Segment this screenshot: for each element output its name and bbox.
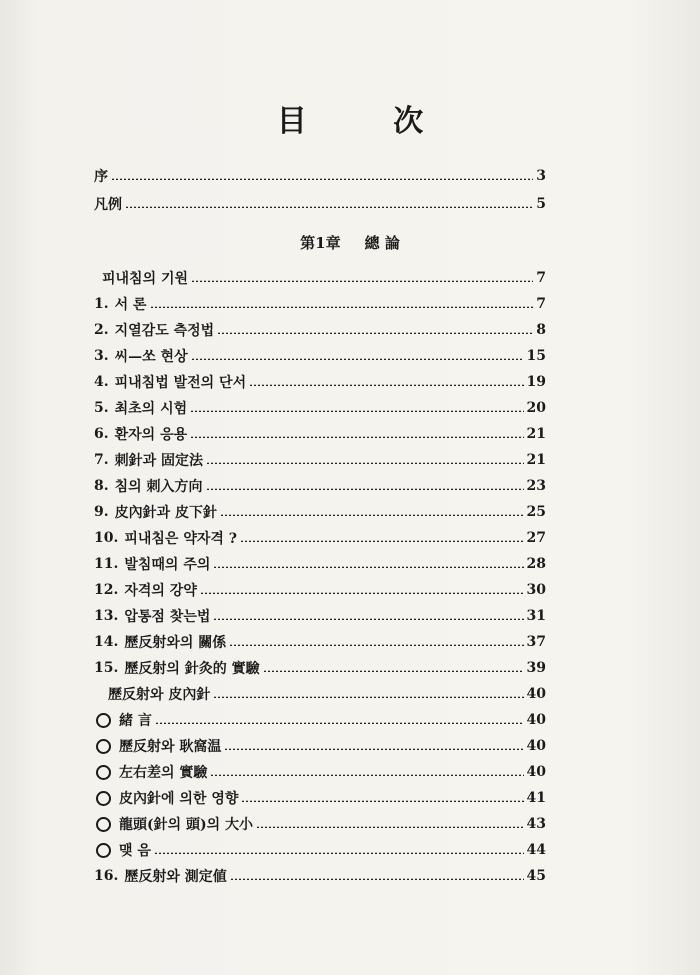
- toc-entry-label: 歷反射와의 關係: [124, 635, 227, 651]
- toc-entry-page: 19: [526, 374, 546, 390]
- toc-entry: [94, 603, 546, 629]
- toc-entry: [94, 265, 546, 291]
- toc-entry: [94, 421, 546, 447]
- toc-entry: [94, 369, 546, 395]
- toc-entry-label: 자격의 강약: [124, 583, 197, 599]
- chapter-number: 第1章: [300, 234, 341, 252]
- circle-bullet-icon: [96, 713, 111, 728]
- circle-bullet-icon: [96, 765, 111, 780]
- toc-entry: [94, 291, 546, 317]
- toc-entry-number: 15.: [94, 660, 119, 676]
- toc-entry-label: 맺 음: [119, 843, 151, 859]
- toc-entry-page: 23: [526, 478, 546, 494]
- toc-entry: [94, 343, 546, 369]
- toc-entry-page: 40: [526, 686, 546, 702]
- dot-leader: [241, 800, 523, 802]
- toc-entry-list: [94, 265, 546, 889]
- toc-entry: [94, 655, 546, 681]
- dot-leader: [213, 696, 523, 698]
- toc-entry-page: 39: [526, 660, 546, 676]
- toc-entry-page: 40: [526, 738, 546, 754]
- toc-entry-number: 4.: [94, 374, 109, 390]
- toc-entry-page: 21: [526, 426, 546, 442]
- toc-entry-label: 刺針과 固定法: [114, 453, 204, 469]
- toc-entry-number: 10.: [94, 530, 119, 546]
- dot-leader: [191, 358, 524, 360]
- toc-entry-number: 12.: [94, 582, 119, 598]
- toc-entry: [94, 811, 546, 837]
- toc-entry-number: 16.: [94, 868, 119, 884]
- toc-entry-label: 皮內針과 皮下針: [114, 505, 218, 521]
- toc-entry-label: 지열감도 측정법: [114, 323, 215, 339]
- toc-entry-number: 1.: [94, 296, 109, 312]
- toc-title: 目 次: [276, 104, 462, 139]
- toc-entry-label: 최초의 시험: [114, 401, 188, 417]
- toc-entry-page: 30: [526, 582, 546, 598]
- toc-entry: [94, 551, 546, 577]
- toc-entry-number: 13.: [94, 608, 119, 624]
- toc-entry-page: 5: [536, 196, 546, 212]
- dot-leader: [155, 722, 524, 724]
- toc-entry-number: 6.: [94, 426, 109, 442]
- circle-bullet-icon: [96, 791, 111, 806]
- toc-entry-number: 9.: [94, 504, 109, 520]
- dot-leader: [224, 748, 523, 750]
- dot-leader: [125, 206, 533, 208]
- toc-entry-number: 5.: [94, 400, 109, 416]
- circle-bullet-icon: [96, 843, 111, 858]
- front-matter-list: [94, 162, 546, 218]
- toc-entry-label: 緒 言: [119, 713, 152, 729]
- toc-entry-number: 2.: [94, 322, 109, 338]
- dot-leader: [217, 332, 533, 334]
- toc-entry: [94, 317, 546, 343]
- dot-leader: [263, 670, 524, 672]
- toc-entry-page: 40: [526, 764, 546, 780]
- toc-entry-page: 7: [536, 270, 546, 286]
- toc-entry-number: 11.: [94, 556, 119, 572]
- toc-entry-page: 40: [526, 712, 546, 728]
- toc-entry-page: 41: [526, 790, 546, 806]
- toc-entry-page: 44: [526, 842, 546, 858]
- toc-entry-label: 皮內針에 의한 영향: [119, 791, 239, 807]
- toc-entry-label: 龍頭(針의 頭)의 大小: [119, 817, 254, 833]
- toc-entry-page: 8: [536, 322, 546, 338]
- toc-entry-page: 43: [526, 816, 546, 832]
- toc-entry: [94, 577, 546, 603]
- toc-entry-number: 3.: [94, 348, 109, 364]
- dot-leader: [154, 852, 524, 854]
- toc-entry-page: 27: [526, 530, 546, 546]
- toc-entry-label: 서 론: [114, 297, 147, 313]
- toc-entry-label: 침의 刺入方向: [114, 479, 203, 495]
- toc-entry-label: 歷反射와 測定値: [124, 869, 227, 885]
- toc-entry-label: 凡例: [94, 197, 122, 213]
- toc-entry: [94, 707, 546, 733]
- dot-leader: [210, 774, 523, 776]
- dot-leader: [249, 384, 523, 386]
- toc-entry-page: 45: [526, 868, 546, 884]
- toc-entry-page: 25: [526, 504, 546, 520]
- toc-entry-label: 피내침법 발전의 단서: [114, 375, 247, 391]
- toc-entry: [94, 837, 546, 863]
- toc-entry-label: 左右差의 實驗: [119, 765, 208, 781]
- toc-entry-page: 31: [526, 608, 546, 624]
- toc-entry-label: 환자의 응용: [114, 427, 188, 443]
- toc-entry-page: 21: [526, 452, 546, 468]
- toc-entry-page: 28: [526, 556, 546, 572]
- toc-entry: [94, 473, 546, 499]
- toc-entry-label: 압통점 찾는법: [124, 609, 211, 625]
- toc-entry: [94, 447, 546, 473]
- toc-entry-number: 8.: [94, 478, 109, 494]
- toc-entry-label: 歷反射와 皮內針: [108, 687, 211, 703]
- toc-entry: [94, 525, 546, 551]
- circle-bullet-icon: [96, 739, 111, 754]
- dot-leader: [213, 618, 523, 620]
- chapter-heading: [0, 232, 700, 253]
- toc-entry: [94, 785, 546, 811]
- toc-entry: [94, 190, 546, 218]
- dot-leader: [229, 644, 523, 646]
- dot-leader: [150, 306, 533, 308]
- toc-entry: [94, 162, 546, 190]
- dot-leader: [230, 878, 524, 880]
- toc-entry-page: 7: [536, 296, 546, 312]
- dot-leader: [220, 514, 523, 516]
- toc-entry-label: 피내침의 기원: [102, 271, 189, 287]
- dot-leader: [111, 178, 533, 180]
- dot-leader: [256, 826, 523, 828]
- dot-leader: [206, 488, 524, 490]
- toc-entry-page: 20: [526, 400, 546, 416]
- dot-leader: [190, 410, 523, 412]
- toc-entry: [94, 759, 546, 785]
- toc-entry: [94, 681, 546, 707]
- toc-entry: [94, 733, 546, 759]
- toc-entry: [94, 499, 546, 525]
- toc-entry-label: 씨—쏘 현상: [114, 349, 188, 365]
- toc-entry-label: 피내침은 약자격 ?: [124, 531, 237, 547]
- dot-leader: [200, 592, 524, 594]
- toc-entry: [94, 863, 546, 889]
- dot-leader: [240, 540, 524, 542]
- toc-entry-label: 序: [94, 169, 108, 185]
- toc-entry-page: 15: [526, 348, 546, 364]
- dot-leader: [206, 462, 523, 464]
- toc-entry-label: 歷反射의 針灸的 實驗: [124, 661, 260, 677]
- dot-leader: [213, 566, 523, 568]
- toc-entry-label: 歷反射와 耿窩温: [119, 739, 222, 755]
- toc-entry-page: 3: [536, 168, 546, 184]
- toc-entry: [94, 395, 546, 421]
- toc-entry-page: 37: [526, 634, 546, 650]
- circle-bullet-icon: [96, 817, 111, 832]
- dot-leader: [191, 280, 533, 282]
- toc-entry-label: 발침때의 주의: [124, 557, 211, 573]
- chapter-name: 總 論: [364, 234, 400, 252]
- toc-entry: [94, 629, 546, 655]
- toc-entry-number: 14.: [94, 634, 119, 650]
- dot-leader: [190, 436, 523, 438]
- toc-entry-number: 7.: [94, 452, 109, 468]
